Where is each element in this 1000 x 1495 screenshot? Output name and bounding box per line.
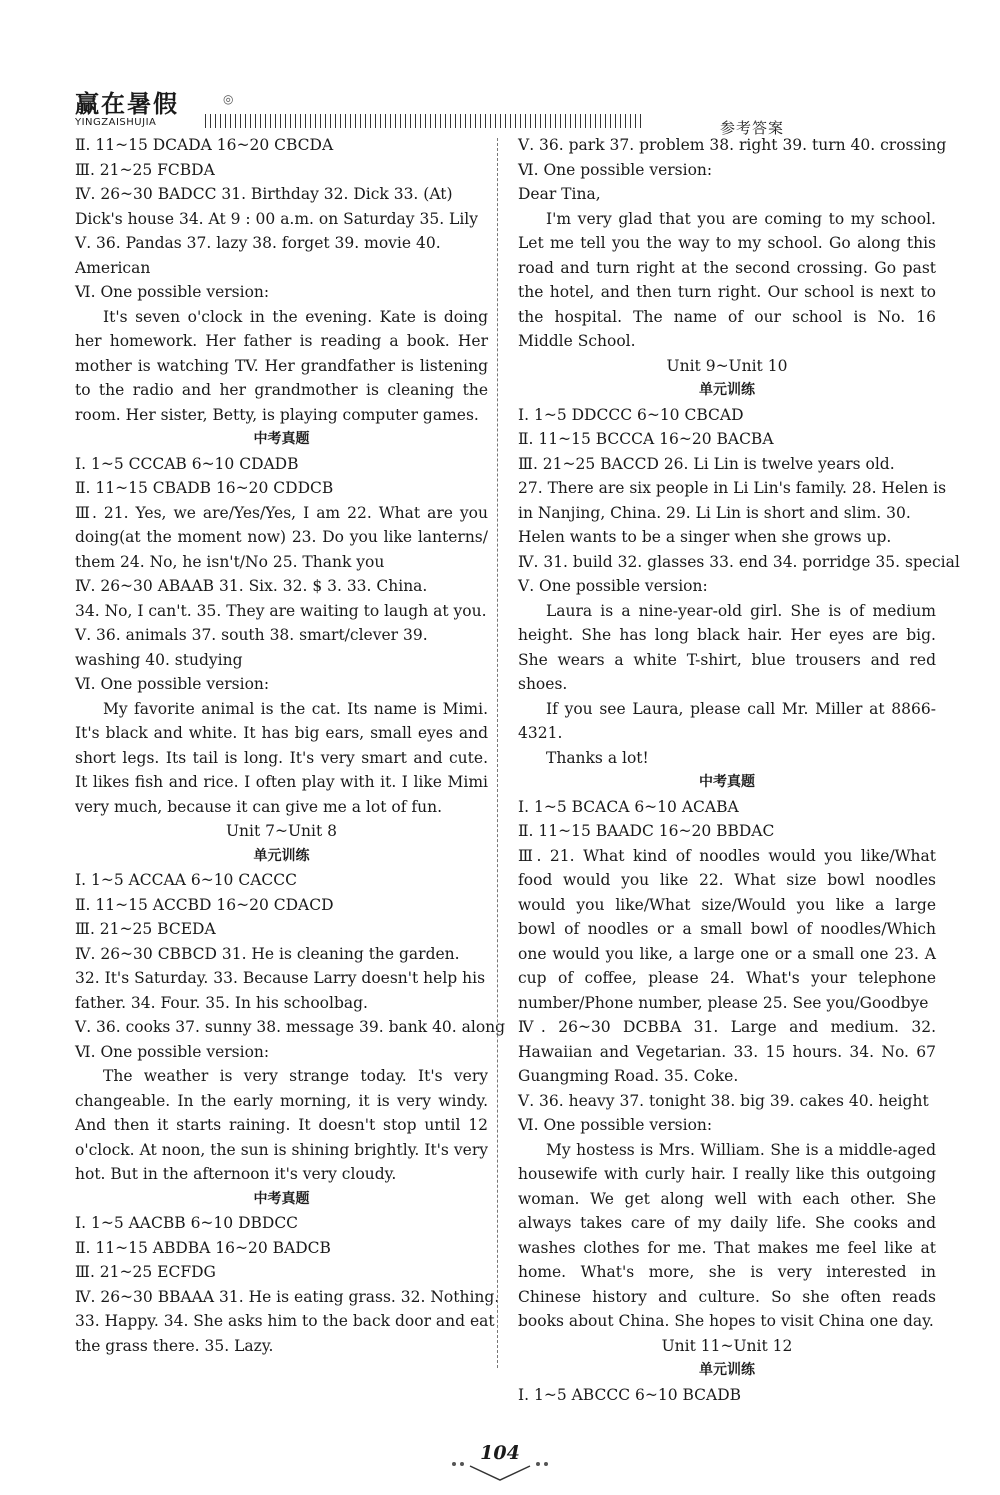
section-heading: 单元训练	[699, 382, 755, 398]
answer-line: Ⅵ. One possible version:	[518, 1116, 713, 1134]
answer-line: in Nanjing, China. 29. Li Lin is short and slim. 30.	[518, 503, 911, 522]
answer-line: Ⅱ. 11~15 CBADB 16~20 CDDCB	[75, 479, 334, 497]
page-header	[75, 84, 935, 140]
answer-line: Ⅵ. One possible version:	[75, 283, 270, 301]
answer-line: Ⅴ. One possible version:	[518, 577, 708, 595]
answer-line: American	[75, 258, 151, 277]
page-number: 104	[480, 1442, 520, 1464]
answer-line: Ⅰ. 1~5 AACBB 6~10 DBDCC	[75, 1214, 299, 1232]
answer-line: Ⅰ. 1~5 CCCAB 6~10 CDADB	[75, 454, 299, 473]
answer-line: Ⅱ. 11~15 ACCBD 16~20 CDACD	[75, 895, 334, 914]
section-heading: 单元训练	[253, 847, 310, 864]
brand-logo-icon: ◎	[223, 92, 234, 106]
answer-line: Ⅰ. 1~5 DDCCC 6~10 CBCAD	[518, 405, 744, 424]
answer-line: Ⅴ. 36. Pandas 37. lazy 38. forget 39. movie 40.	[75, 234, 441, 252]
decorative-barcode-rule	[205, 114, 645, 128]
answer-line: Ⅳ. 31. build 32. glasses 33. end 34. porridge 35. special	[518, 552, 960, 571]
answer-line: Unit 11~Unit 12	[661, 1336, 793, 1355]
answer-line: Ⅲ. 21~25 BACCD 26. Li Lin is twelve years old.	[518, 454, 895, 473]
answer-line: Ⅳ. 26~30 BBAAA 31. He is eating grass. 32. Nothing.	[75, 1287, 500, 1306]
section-heading: 单元训练	[699, 1362, 755, 1378]
answer-line: the grass there. 35. Lazy.	[75, 1336, 274, 1355]
answer-line: Laura is a nine-year-old girl. She is of medium height. She has long black hair. Her eyes are big. She wears a white T-shirt, blue trousers and red shoes.	[518, 601, 936, 693]
answer-line: Ⅵ. One possible version:	[75, 675, 270, 693]
answer-line: Ⅳ. 26~30 ABAAB 31. Six. 32. $ 3. 33. China.	[75, 577, 428, 595]
answer-line: father. 34. Four. 35. In his schoolbag.	[75, 993, 368, 1012]
page-footer	[430, 1442, 570, 1482]
answer-line: Ⅲ. 21. Yes, we are/Yes/Yes, I am 22. What are you doing(at the moment now) 23. Do you like lanterns/ them 24. No, he isn't/No 25. Thank you	[75, 503, 488, 571]
answer-line: If you see Laura, please call Mr. Miller at 8866-4321.	[518, 699, 936, 742]
answer-line: Ⅱ. 11~15 BAADC 16~20 BBDAC	[518, 822, 775, 840]
answer-line: Ⅴ. 36. animals 37. south 38. smart/clever 39.	[75, 626, 428, 644]
answer-line: Ⅳ. 26~30 BADCC 31. Birthday 32. Dick 33. (At)	[75, 185, 453, 203]
answer-line: My hostess is Mrs. William. She is a middle-aged housewife with curly hair. I really like this outgoing woman. We get along well with each other. She always takes care of my daily life. She cooks and washes clothes for me. That makes me feel like at home. What's more, she is very interested in Chinese history and culture. So she often reads books about China. She hopes to visit China one day.	[518, 1140, 936, 1330]
answer-line: My favorite animal is the cat. Its name is Mimi. It's black and white. It has big ears, small eyes and short legs. Its tail is long. It's very smart and cute. It likes fish and rice. I often play with it. I like Mimi very much, because it can give me a lot of fun.	[75, 699, 488, 816]
answer-line: 34. No, I can't. 35. They are waiting to laugh at you.	[75, 601, 487, 620]
answer-line: Helen wants to be a singer when she grows up.	[518, 528, 892, 546]
right-column	[518, 133, 960, 1407]
brand-title: 赢在暑假	[75, 90, 179, 118]
answer-line: Thanks a lot!	[546, 748, 649, 767]
answer-line: Ⅲ. 21~25 FCBDA	[75, 160, 215, 179]
answer-line: Dick's house 34. At 9 : 00 a.m. on Saturday 35. Lily	[75, 209, 479, 228]
answer-line: washing 40. studying	[75, 650, 243, 669]
answer-line: The weather is very strange today. It's very changeable. In the early morning, it is very windy. And then it starts raining. It doesn't stop until 12 o'clock. At noon, the sun is shining brightly. It's very hot. But in the afternoon it's very cloudy.	[75, 1067, 488, 1183]
answer-line: Ⅲ. 21~25 ECFDG	[75, 1263, 216, 1281]
answer-line: Ⅳ. 26~30 CBBCD 31. He is cleaning the garden.	[75, 944, 460, 963]
answer-line: Ⅴ. 36. cooks 37. sunny 38. message 39. bank 40. along	[75, 1018, 506, 1036]
answer-line: Ⅱ. 11~15 DCADA 16~20 CBCDA	[75, 136, 334, 154]
answer-line: Ⅲ. 21~25 BCEDA	[75, 920, 216, 938]
answer-line: Ⅰ. 1~5 BCACA 6~10 ACABA	[518, 797, 739, 816]
brand-pinyin: YINGZAISHUJIA	[75, 117, 157, 128]
answer-line: Unit 7~Unit 8	[225, 822, 338, 840]
answer-line: Ⅳ. 26~30 DCBBA 31. Large and medium. 32. Hawaiian and Vegetarian. 33. 15 hours. 34. No. 67 Guangming Road. 35. Coke.	[518, 1018, 936, 1085]
answer-line: Ⅴ. 36. heavy 37. tonight 38. big 39. cakes 40. height	[518, 1091, 929, 1110]
answer-line: 32. It's Saturday. 33. Because Larry doesn't help his	[75, 969, 486, 987]
answer-line: I'm very glad that you are coming to my school. Let me tell you the way to my school. Go along this road and turn right at the second crossing. Go past the hotel, and then turn right. Our school is next to the hospital. The name of our school is No. 16 Middle School.	[518, 209, 936, 350]
answer-line: Ⅲ. 21. What kind of noodles would you like/What food would you like 22. What size bowl noodles would you like/What size/Would you like a large bowl of noodles or a small bowl of noodles/Which one would you like, a large one or a small one 23. A cup of coffee, please 24. What's your telephone number/Phone number, please 25. See you/Goodbye	[518, 846, 936, 1012]
answer-line: It's seven o'clock in the evening. Kate is doing her homework. Her father is reading a book. Her mother is watching TV. Her grandfather is listening to the radio and her grandmother is cleaning the room. Her sister, Betty, is playing computer games.	[75, 307, 488, 424]
answer-line: Unit 9~Unit 10	[666, 356, 788, 375]
left-column	[75, 133, 506, 1358]
answer-line: Ⅱ. 11~15 BCCCA 16~20 BACBA	[518, 430, 774, 448]
section-heading: 中考真题	[253, 431, 310, 447]
column-divider	[497, 138, 498, 1368]
section-heading: 中考真题	[253, 1190, 310, 1207]
answer-line: Ⅰ. 1~5 ACCAA 6~10 CACCC	[75, 871, 297, 889]
answer-line: Ⅴ. 36. park 37. problem 38. right 39. turn 40. crossing	[518, 136, 947, 154]
answer-line: Ⅵ. One possible version:	[518, 160, 713, 179]
answer-section-title: 参考答案	[720, 119, 785, 137]
answer-line: 27. There are six people in Li Lin's family. 28. Helen is	[518, 479, 947, 497]
answer-line: Ⅵ. One possible version:	[75, 1042, 270, 1061]
answer-line: Dear Tina,	[518, 185, 601, 203]
answer-line: Ⅰ. 1~5 ABCCC 6~10 BCADB	[518, 1385, 742, 1404]
answer-line: Ⅱ. 11~15 ABDBA 16~20 BADCB	[75, 1238, 331, 1257]
answer-line: 33. Happy. 34. She asks him to the back door and eat	[75, 1312, 495, 1330]
section-heading: 中考真题	[699, 774, 755, 790]
